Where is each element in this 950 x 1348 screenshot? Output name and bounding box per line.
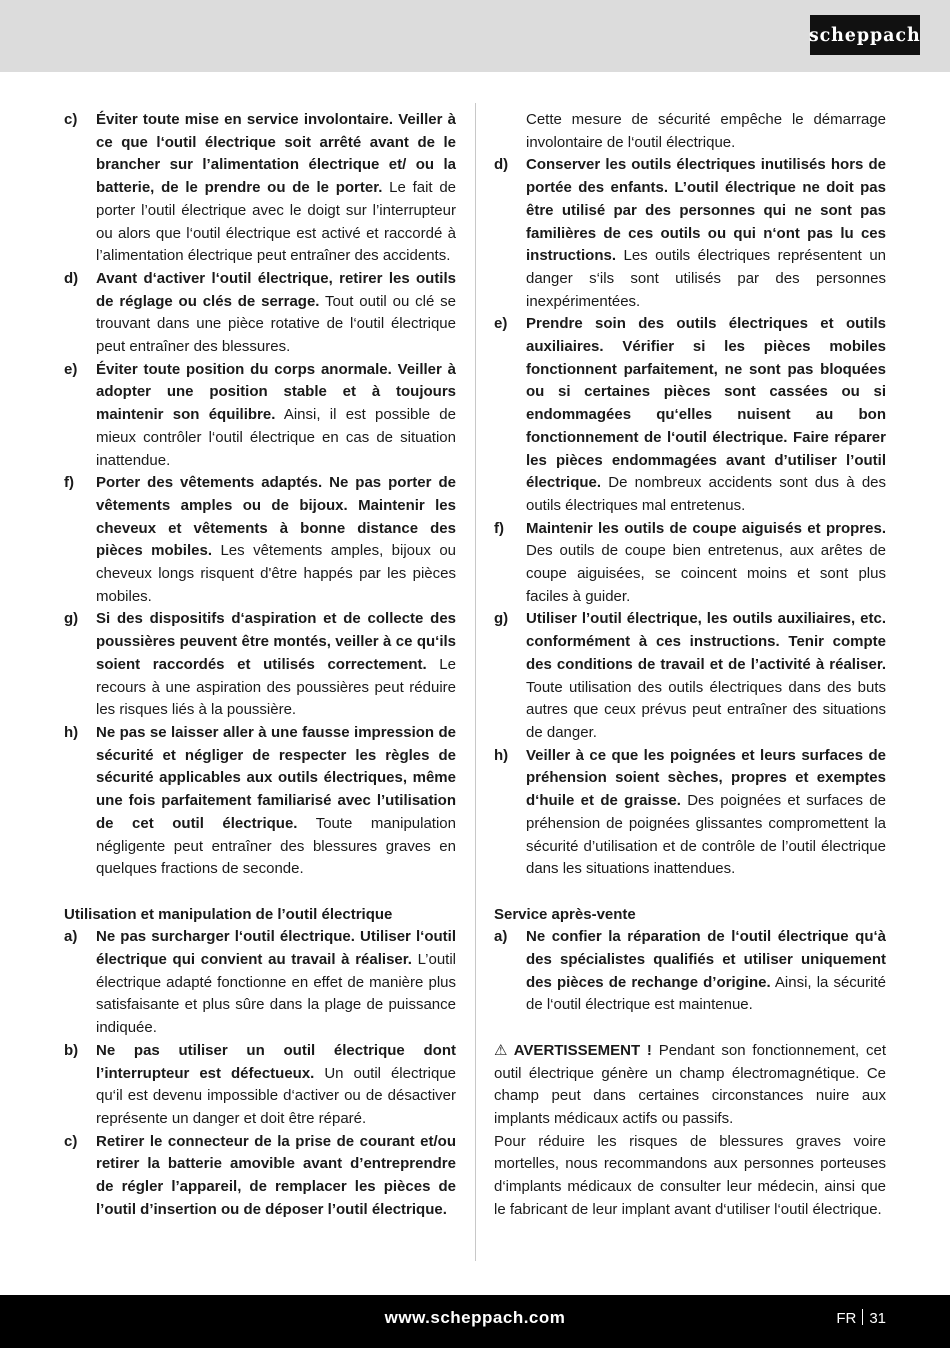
item-bold-text: Ne pas surcharger l‘outil électrique. Utiliser l‘outil électrique qui convient au travail à réaliser. bbox=[96, 928, 456, 968]
item-text bbox=[96, 472, 456, 608]
item-label: d) bbox=[64, 269, 79, 287]
item-bold-text: Porter des vêtements adaptés. Ne pas porter de vêtements amples ou de bijoux. Maintenir les cheveux et vêtements à bonne distance des pièces mobiles. bbox=[96, 474, 456, 560]
item-regular-text: Des outils de coupe bien entretenus, aux arêtes de coupe aiguisées, se coincent moins et sont plus faciles à guider. bbox=[526, 542, 886, 605]
item-bold-text: Prendre soin des outils électriques et outils auxiliaires. Vérifier si les pièces mobiles fonctionnent parfaitement, ne sont pas bloquées ou si certaines pièces sont cassées ou si endommagées qu‘elles nuisent au bon fonctionnement de l‘outil électrique. Faire réparer les pièces endommagées avant d’utiliser l’outil électrique. bbox=[526, 315, 886, 492]
item-bold-text: Utiliser l’outil électrique, les outils auxiliaires, etc. conformément à ces instructions. Tenir compte des conditions de travail et de l’activité à réaliser. bbox=[526, 610, 886, 673]
item-bold-text: Retirer le connecteur de la prise de courant et/ou retirer la batterie amovible avant d’entreprendre de régler l’appareil, de remplacer les pièces de l’outil d’insertion ou de déposer l’outil électrique. bbox=[96, 1132, 456, 1218]
right-column bbox=[494, 109, 886, 1221]
item-regular-text: De nombreux accidents sont dus à des outils électriques mal entretenus. bbox=[526, 474, 886, 514]
item-regular-text: Les vêtements amples, bijoux ou cheveux longs risquent d'être happés par les pièces mobiles. bbox=[96, 542, 456, 605]
item-text bbox=[96, 1131, 456, 1222]
list-item bbox=[494, 926, 886, 1017]
scheppach-logo bbox=[810, 15, 920, 55]
item-bold-text: Ne confier la réparation de l‘outil électrique qu‘à des spécialistes qualifiés et utiliser uniquement des pièces de rechange d’origine. bbox=[526, 928, 886, 991]
warning-text: Pendant son fonctionnement, cet outil électrique génère un champ électromagnétique. Ce champ peut dans certaines circonstances nuire aux implants médicaux actifs ou passifs. bbox=[494, 1041, 886, 1127]
item-text bbox=[526, 518, 886, 609]
item-regular-text: Ainsi, la sécurité de l‘outil électrique est maintenue. bbox=[526, 973, 886, 1014]
item-regular-text: L’outil électrique adapté fonctionne en effet de manière plus satisfaisante et plus sûre dans la plage de puissance indiquée. bbox=[96, 951, 456, 1037]
list-item bbox=[64, 722, 456, 881]
item-regular-text: Les outils électriques représentent un danger s‘ils sont utilisés par des personnes inexpérimentées. bbox=[526, 247, 886, 310]
item-text bbox=[96, 608, 456, 722]
item-label: b) bbox=[64, 1041, 79, 1059]
list-item bbox=[64, 359, 456, 473]
warning-title: AVERTISSEMENT ! bbox=[507, 1041, 652, 1059]
list-item bbox=[64, 608, 456, 722]
item-label: g) bbox=[494, 610, 509, 628]
page-number: 31 bbox=[869, 1310, 886, 1327]
item-bold-text: Ne pas utiliser un outil électrique dont l’interrupteur est défectueux. bbox=[96, 1041, 456, 1082]
list-item bbox=[64, 1040, 456, 1131]
item-regular-text: Ainsi, il est possible de mieux contrôler l‘outil électrique en cas de situation inattendue. bbox=[96, 406, 456, 469]
item-regular-text: Le recours à une aspiration des poussières peut réduire les risques liés à la poussière. bbox=[96, 655, 456, 719]
continuation-text: Cette mesure de sécurité empêche le démarrage involontaire de l‘outil électrique. bbox=[526, 111, 886, 151]
list-item bbox=[64, 1131, 456, 1222]
list-item bbox=[64, 268, 456, 359]
section-heading-usage: Utilisation et manipulation de l’outil électrique bbox=[64, 905, 393, 923]
item-bold-text: Conserver les outils électriques inutilisés hors de portée des enfants. L’outil électrique ne doit pas être utilisé par des personnes qui ne sont pas familières de ces outils ou qui n‘ont pas lu ces instructions. bbox=[526, 156, 886, 265]
item-label: c) bbox=[64, 1132, 78, 1150]
warning-icon: ⚠ bbox=[494, 1041, 508, 1059]
item-bold-text: Éviter toute mise en service involontaire. Veiller à ce que l‘outil électrique soit arrêté avant de le brancher sur l’alimentation électrique et/ ou la batterie, de le prendre ou de le porter. bbox=[96, 111, 456, 197]
right-list-2 bbox=[494, 926, 886, 1017]
warning-paragraph-2: Pour réduire les risques de blessures graves voire mortelles, nous recommandons aux personnes porteuses d‘implants médicaux de consulter leur médecin, ainsi que le fabricant de leur implant avant d‘utiliser l‘outil électrique. bbox=[494, 1132, 886, 1218]
item-text bbox=[96, 1040, 456, 1131]
list-item bbox=[494, 154, 886, 313]
item-regular-text: Toute manipulation négligente peut entraîner des blessures graves en quelques fractions de seconde. bbox=[96, 814, 456, 878]
item-bold-text: Éviter toute position du corps anormale. Veiller à adopter une position stable et à toujours maintenir son équilibre. bbox=[96, 360, 456, 424]
column-divider bbox=[475, 103, 476, 1261]
list-item bbox=[494, 518, 886, 609]
item-bold-text: Ne pas se laisser aller à une fausse impression de sécurité et négliger de respecter les règles de sécurité applicables aux outils électriques, même une fois parfaitement familiarisé avec l’utilisation de cet outil électrique. bbox=[96, 723, 456, 832]
item-bold-text: Avant d‘activer l‘outil électrique, retirer les outils de réglage ou clés de serrage. bbox=[96, 269, 456, 310]
right-list-1 bbox=[494, 154, 886, 881]
language-code: FR bbox=[836, 1310, 857, 1327]
left-list-1 bbox=[64, 109, 456, 881]
section-heading-service: Service après-vente bbox=[494, 905, 636, 923]
item-label: e) bbox=[494, 315, 508, 333]
item-text bbox=[96, 926, 456, 1040]
item-regular-text: Tout outil ou clé se trouvant dans une pièce rotative de l‘outil électrique peut entraîner des blessures. bbox=[96, 292, 456, 356]
header-bar bbox=[0, 0, 950, 72]
list-item bbox=[64, 472, 456, 608]
list-item bbox=[494, 745, 886, 881]
item-text bbox=[526, 926, 886, 1017]
item-bold-text: Veiller à ce que les poignées et leurs surfaces de préhension soient sèches, propres et exemptes d‘huile et de graisse. bbox=[526, 746, 886, 810]
item-regular-text: Un outil électrique qu‘il est devenu impossible d‘activer ou de désactiver représente un danger et doit être réparé. bbox=[96, 1064, 457, 1127]
page-indicator bbox=[836, 1309, 886, 1327]
item-text bbox=[526, 154, 886, 313]
item-label: a) bbox=[494, 928, 508, 946]
list-item bbox=[494, 608, 886, 744]
item-bold-text: Si des dispositifs d‘aspiration et de collecte des poussières peuvent être montés, veiller à ce qu‘ils soient raccordés et utilisés correctement. bbox=[96, 610, 456, 673]
item-label: h) bbox=[494, 746, 509, 764]
item-text bbox=[526, 745, 886, 881]
item-label: h) bbox=[64, 723, 79, 741]
warning-paragraph bbox=[494, 1040, 886, 1131]
item-label: g) bbox=[64, 610, 79, 628]
item-text bbox=[96, 722, 456, 881]
footer-bar bbox=[0, 1295, 950, 1348]
left-column bbox=[64, 109, 456, 1221]
list-item bbox=[64, 109, 456, 268]
item-text bbox=[96, 109, 456, 268]
item-label: f) bbox=[494, 519, 504, 537]
item-label: d) bbox=[494, 156, 509, 174]
list-item bbox=[64, 926, 456, 1040]
item-text bbox=[96, 359, 456, 473]
logo-text: scheppach bbox=[809, 24, 921, 46]
item-regular-text: Des poignées et surfaces de préhension de poignées glissantes compromettent la sécurité d’utilisation et de contrôle de l’outil électrique dans les situations inattendues. bbox=[526, 792, 886, 878]
left-list-2 bbox=[64, 926, 456, 1221]
list-item bbox=[494, 313, 886, 517]
item-bold-text: Maintenir les outils de coupe aiguisés et propres. bbox=[526, 519, 886, 537]
item-text bbox=[96, 268, 456, 359]
item-text bbox=[526, 313, 886, 517]
item-regular-text: Toute utilisation des outils électriques dans des buts autres que ceux prévus peut entraîner des situations de danger. bbox=[526, 678, 886, 741]
item-label: c) bbox=[64, 111, 78, 128]
item-label: f) bbox=[64, 474, 74, 492]
page-separator bbox=[862, 1309, 863, 1325]
website-url[interactable]: www.scheppach.com bbox=[384, 1308, 566, 1327]
item-label: e) bbox=[64, 360, 78, 378]
item-label: a) bbox=[64, 928, 78, 946]
item-regular-text: Le fait de porter l’outil électrique avec le doigt sur l’interrupteur ou alors que l‘outil électrique est activé et raccordé à l’alimentation électrique peut entraîner des accidents. bbox=[96, 179, 456, 265]
item-text bbox=[526, 608, 886, 744]
